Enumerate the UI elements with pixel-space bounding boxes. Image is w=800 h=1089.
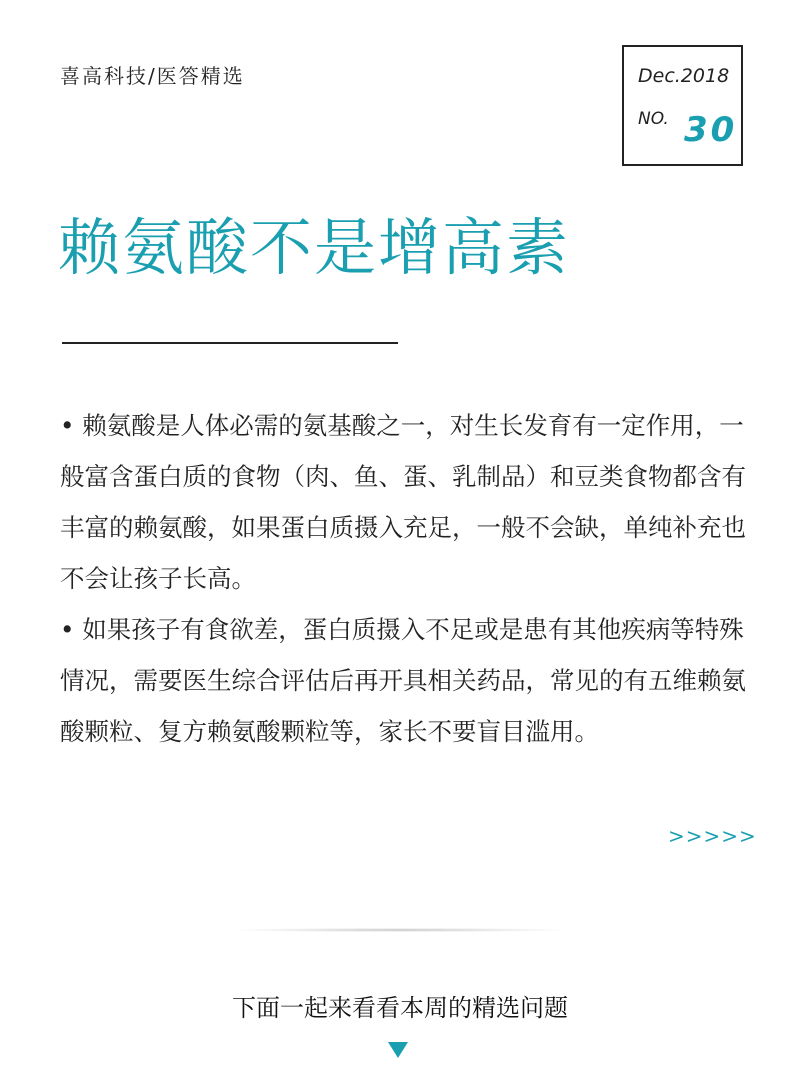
next-section-caption: 下面一起来看看本周的精选问题 [232,994,568,1022]
section-divider [240,928,560,932]
page-title: 赖氨酸不是增高素 [58,211,571,284]
issue-number-label: NO. [638,109,669,129]
article-body [60,400,750,757]
bullet-icon: • [60,411,75,440]
more-arrows-indicator: >>>>> [668,824,757,848]
issue-number-value: 30 [684,110,738,150]
paragraph-text: 赖氨酸是人体必需的氨基酸之一，对生长发育有一定作用，一般富含蛋白质的食物（肉、鱼、蛋、乳制品）和豆类食物都含有丰富的赖氨酸，如果蛋白质摄入充足，一般不会缺，单纯补充也不会让孩子长高。 [60,411,746,593]
title-divider [62,342,398,344]
bullet-icon: • [60,615,75,644]
paragraph-text: 如果孩子有食欲差，蛋白质摄入不足或是患有其他疾病等特殊情况，需要医生综合评估后再开具相关药品，常见的有五维赖氨酸颗粒、复方赖氨酸颗粒等，家长不要盲目滥用。 [60,615,746,746]
article-paragraph-2 [60,604,750,757]
article-paragraph-1 [60,400,750,604]
brand-label: 喜高科技/医答精选 [60,64,245,88]
issue-badge [622,45,743,166]
down-arrow-icon [388,1042,408,1058]
issue-date: Dec.2018 [638,65,730,87]
